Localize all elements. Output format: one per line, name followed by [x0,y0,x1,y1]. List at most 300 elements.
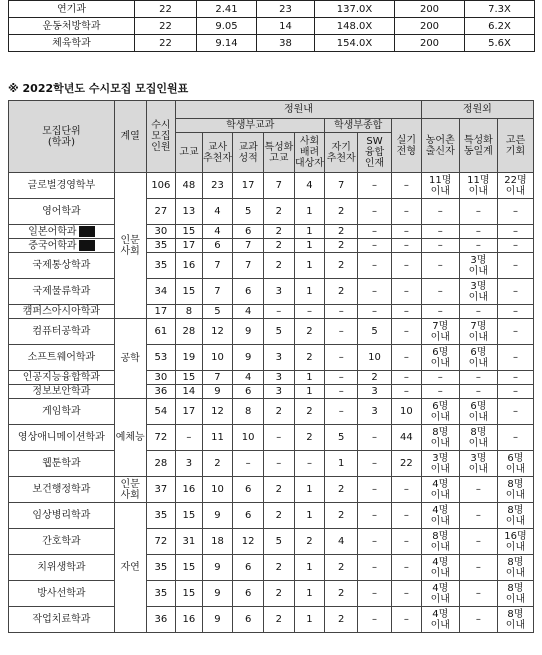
quota-cell: 4 [202,225,233,239]
header-col-self: 자기 추천자 [325,133,358,173]
quota-cell: – [263,425,294,451]
quota-cell: 6명 이내 [421,345,459,371]
unit-name-text: 영어학과 [42,206,81,217]
quota-cell: 4 [233,305,264,319]
table-cell: 14 [257,18,315,35]
unit-name [9,607,115,633]
quota-cell: 4 [202,199,233,225]
quota-cell: – [497,425,533,451]
table-cell: 22 [135,18,197,35]
quota-cell: 2 [263,399,294,425]
quota-cell: 1 [294,607,325,633]
quota-cell: 17 [176,239,202,253]
table-row [9,371,534,385]
quota-cell: 8명 이내 [421,425,459,451]
quota-cell: 12 [233,529,264,555]
unit-name-text: 인공지능융합학과 [22,372,101,383]
unit-name [9,305,115,319]
quota-cell: – [358,173,392,199]
quota-cell: – [294,451,325,477]
quota-cell: – [325,385,358,399]
quota-cell: 9 [233,319,264,345]
quota-cell: – [391,345,421,371]
header-col-grades: 교과 성적 [233,133,264,173]
quota-cell: 4명 이내 [421,555,459,581]
quota-cell: – [459,385,497,399]
quota-cell: 2 [263,253,294,279]
quota-cell: 6 [233,225,264,239]
quota-cell: 1 [294,371,325,385]
quota-cell: 3 [263,371,294,385]
quota-cell: – [459,477,497,503]
admission-quota-table [8,100,534,633]
quota-cell: – [391,529,421,555]
unit-name [9,279,115,305]
unit-name [9,399,115,425]
quota-cell: 2 [325,199,358,225]
quota-cell: 8명 이내 [497,555,533,581]
quota-cell: 6 [202,239,233,253]
header-col-social: 사회 배려 대상자 [294,133,325,173]
quota-cell: – [421,305,459,319]
quota-cell: 5 [358,319,392,345]
quota-cell: 35 [146,253,176,279]
header-field: 계열 [114,101,146,173]
quota-cell: 2 [325,253,358,279]
table-row [9,1,535,18]
quota-cell: 3명 이내 [459,279,497,305]
quota-cell: 2 [263,555,294,581]
quota-cell: – [325,371,358,385]
quota-cell: 36 [146,385,176,399]
unit-name [9,425,115,451]
quota-cell: – [358,225,392,239]
quota-cell: 7 [233,239,264,253]
table-row [9,253,534,279]
quota-cell: – [325,319,358,345]
header-total: 수시 모집 인원 [146,101,176,173]
quota-cell: 3명 이내 [421,451,459,477]
quota-cell: 7 [263,173,294,199]
quota-cell: – [358,279,392,305]
table-cell: 22 [135,1,197,18]
table-row [9,477,534,503]
table-cell: 연기과 [9,1,135,18]
unit-name [9,371,115,385]
unit-name [9,225,115,239]
table-row [9,173,534,199]
quota-cell: – [421,385,459,399]
quota-cell: 1 [294,555,325,581]
previous-results-table [8,0,535,52]
table-row [9,305,534,319]
quota-cell: – [358,199,392,225]
quota-cell: 15 [176,279,202,305]
unit-name-text: 글로벌경영학부 [27,180,96,191]
unit-name [9,253,115,279]
table-row [9,279,534,305]
quota-cell: 30 [146,225,176,239]
unit-name [9,319,115,345]
quota-cell: – [459,555,497,581]
quota-cell: 7명 이내 [459,319,497,345]
quota-cell: – [421,371,459,385]
quota-cell: 28 [176,319,202,345]
unit-name [9,385,115,399]
unit-name [9,503,115,529]
table-row [9,451,534,477]
table-cell: 운동처방학과 [9,18,135,35]
quota-cell: – [421,199,459,225]
quota-cell: – [459,199,497,225]
quota-cell: 13 [176,199,202,225]
quota-cell: – [497,385,533,399]
table-cell: 154.0X [315,35,395,52]
table-row [9,529,534,555]
quota-cell: 4명 이내 [421,503,459,529]
quota-cell: 6명 이내 [459,345,497,371]
quota-cell: – [391,607,421,633]
header-practical: 실기 전형 [391,119,421,173]
quota-cell: 36 [146,607,176,633]
quota-cell: 15 [176,581,202,607]
quota-cell: – [358,305,392,319]
quota-cell: 18 [202,529,233,555]
quota-cell: – [497,279,533,305]
quota-cell: 8명 이내 [497,581,533,607]
quota-cell: 23 [202,173,233,199]
quota-cell: 11 [202,425,233,451]
quota-cell: – [358,581,392,607]
header-in-quota: 정원내 [176,101,422,119]
quota-cell: 6명 이내 [497,451,533,477]
table-cell: 9.05 [197,18,257,35]
quota-cell: 2 [294,425,325,451]
quota-cell: 106 [146,173,176,199]
table-cell: 23 [257,1,315,18]
quota-cell: – [391,581,421,607]
quota-cell: 35 [146,555,176,581]
quota-cell: – [358,607,392,633]
unit-name [9,477,115,503]
quota-cell: 4명 이내 [421,581,459,607]
field-cell: 자연 [114,503,146,633]
header-col-vocational: 특성화 동일계 [459,119,497,173]
quota-cell: 44 [391,425,421,451]
quota-cell: – [391,199,421,225]
quota-cell: 4 [294,173,325,199]
table-row [9,345,534,371]
header-comprehensive-group: 학생부종합 [325,119,392,133]
quota-cell: 4명 이내 [421,477,459,503]
quota-cell: 6명 이내 [459,399,497,425]
quota-cell: 7 [325,173,358,199]
quota-cell: 9 [202,581,233,607]
unit-name-text: 국제통상학과 [32,260,91,271]
quota-cell: 14 [176,385,202,399]
redaction-box [79,226,95,237]
table-cell: 137.0X [315,1,395,18]
quota-cell: – [459,581,497,607]
quota-cell: – [325,345,358,371]
quota-cell: 7 [202,371,233,385]
quota-cell: 1 [294,385,325,399]
table-row [9,319,534,345]
quota-cell: 12 [202,319,233,345]
unit-name-text: 간호학과 [42,536,81,547]
quota-cell: 48 [176,173,202,199]
field-cell: 인문 사회 [114,477,146,503]
unit-name [9,239,115,253]
header-col-sw: SW 융합 인재 [358,133,392,173]
quota-cell: 1 [294,581,325,607]
table-row [9,503,534,529]
quota-cell: 2 [263,581,294,607]
table-row [9,239,534,253]
quota-cell: 17 [146,305,176,319]
field-cell: 공학 [114,319,146,399]
quota-cell: 17 [176,399,202,425]
header-col-rural: 농어촌 출신자 [421,119,459,173]
quota-cell: – [497,253,533,279]
quota-cell: – [421,225,459,239]
quota-cell: 2 [325,607,358,633]
quota-cell: – [391,477,421,503]
quota-cell: 2 [325,555,358,581]
quota-cell: 16 [176,253,202,279]
unit-name [9,199,115,225]
quota-cell: 3명 이내 [459,253,497,279]
quota-cell: 3명 이내 [459,451,497,477]
table-row [9,199,534,225]
quota-cell: 9 [202,385,233,399]
unit-name-text: 치위생학과 [37,562,86,573]
table-cell: 5.6X [465,35,535,52]
quota-cell: 72 [146,529,176,555]
quota-cell: 12 [202,399,233,425]
quota-cell: – [459,607,497,633]
quota-cell: 2 [294,319,325,345]
quota-cell: 7 [202,279,233,305]
quota-cell: 2 [263,607,294,633]
quota-cell: 2 [325,503,358,529]
quota-cell: 1 [294,253,325,279]
quota-cell: – [459,239,497,253]
table-cell: 200 [395,1,465,18]
quota-cell: – [391,555,421,581]
quota-cell: 15 [176,503,202,529]
table-row [9,555,534,581]
quota-cell: 16명 이내 [497,529,533,555]
unit-name-text: 소프트웨어학과 [27,352,96,363]
quota-cell: 3 [263,279,294,305]
quota-cell: – [391,385,421,399]
header-col-highschool: 고교 [176,133,202,173]
unit-name-text: 일본어학과 [28,226,77,238]
quota-cell: – [358,529,392,555]
unit-name-text: 방사선학과 [37,588,86,599]
quota-cell: 22명 이내 [497,173,533,199]
table-cell: 200 [395,35,465,52]
quota-cell: 8명 이내 [497,477,533,503]
quota-cell: 2 [294,345,325,371]
table-cell: 38 [257,35,315,52]
table-row [9,35,535,52]
table-cell: 22 [135,35,197,52]
quota-cell: – [358,555,392,581]
quota-cell: 1 [294,199,325,225]
quota-cell: 8명 이내 [421,529,459,555]
quota-cell: 2 [294,399,325,425]
quota-cell: 7명 이내 [421,319,459,345]
unit-name-text: 캠퍼스아시아학과 [22,306,101,317]
table-cell: 148.0X [315,18,395,35]
quota-cell: 22 [391,451,421,477]
quota-cell: – [497,239,533,253]
unit-name-text: 중국어학과 [28,240,77,252]
quota-cell: – [358,477,392,503]
table-cell: 체육학과 [9,35,135,52]
quota-cell: 10 [233,425,264,451]
quota-cell: 1 [294,279,325,305]
quota-cell: 19 [176,345,202,371]
quota-cell: 6 [233,607,264,633]
quota-cell: – [497,225,533,239]
quota-cell: 7 [202,253,233,279]
quota-cell: – [176,425,202,451]
header-col-specialized: 특성화 고교 [263,133,294,173]
quota-cell: 3 [263,345,294,371]
unit-name [9,581,115,607]
quota-cell: – [497,305,533,319]
table-row [9,18,535,35]
quota-cell: – [391,253,421,279]
quota-cell: – [358,503,392,529]
quota-cell: 72 [146,425,176,451]
table-row [9,425,534,451]
table-cell: 6.2X [465,18,535,35]
unit-name-text: 게임학과 [42,406,81,417]
table-row [9,581,534,607]
quota-cell: – [391,305,421,319]
quota-cell: 11명 이내 [459,173,497,199]
quota-cell: 3 [176,451,202,477]
quota-cell: 7 [233,253,264,279]
unit-name [9,173,115,199]
unit-name [9,555,115,581]
field-cell: 예체능 [114,399,146,477]
quota-cell: 1 [294,503,325,529]
quota-cell: – [294,305,325,319]
field-cell: 인문 사회 [114,173,146,319]
quota-cell: 2 [263,225,294,239]
quota-cell: 17 [233,173,264,199]
quota-cell: 8명 이내 [497,503,533,529]
unit-name-text: 웹툰학과 [42,458,81,469]
quota-cell: 1 [294,225,325,239]
quota-cell: – [391,279,421,305]
quota-cell: 5 [325,425,358,451]
unit-name-text: 컴퓨터공학과 [32,326,91,337]
quota-cell: 2 [325,239,358,253]
unit-name [9,345,115,371]
quota-cell: – [459,225,497,239]
quota-cell: – [325,305,358,319]
quota-cell: 35 [146,503,176,529]
header-col-teacher: 교사 추천자 [202,133,233,173]
quota-cell: 2 [325,477,358,503]
table-row [9,225,534,239]
quota-cell: – [459,305,497,319]
quota-cell: 53 [146,345,176,371]
unit-name-text: 보건행정학과 [32,484,91,495]
quota-cell: 8명 이내 [459,425,497,451]
unit-name-text: 국제물류학과 [32,286,91,297]
quota-cell: 34 [146,279,176,305]
quota-cell: 10 [202,477,233,503]
quota-cell: 9 [233,345,264,371]
quota-cell: 37 [146,477,176,503]
quota-cell: – [421,239,459,253]
quota-cell: 6명 이내 [421,399,459,425]
quota-cell: 35 [146,581,176,607]
quota-cell: 6 [233,555,264,581]
quota-cell: 10 [391,399,421,425]
quota-cell: 2 [325,581,358,607]
quota-cell: – [459,503,497,529]
table-row [9,399,534,425]
quota-cell: – [358,451,392,477]
quota-cell: – [358,425,392,451]
quota-cell: 2 [263,199,294,225]
quota-cell: – [497,345,533,371]
quota-cell: 4 [325,529,358,555]
quota-cell: – [358,253,392,279]
quota-cell: 8명 이내 [497,607,533,633]
quota-cell: 6 [233,279,264,305]
quota-cell: 5 [263,319,294,345]
quota-cell: – [421,279,459,305]
quota-cell: – [263,451,294,477]
quota-cell: – [263,305,294,319]
table-cell: 200 [395,18,465,35]
quota-cell: – [421,253,459,279]
quota-cell: 2 [325,279,358,305]
quota-cell: 16 [176,477,202,503]
header-unit: 모집단위 (학과) [9,101,115,173]
quota-cell: 2 [325,225,358,239]
quota-cell: 9 [202,555,233,581]
unit-name [9,529,115,555]
quota-cell: 4명 이내 [421,607,459,633]
quota-cell: 9 [202,503,233,529]
quota-cell: 1 [294,477,325,503]
quota-cell: 31 [176,529,202,555]
quota-cell: 15 [176,225,202,239]
table-row [9,385,534,399]
header-subject-group: 학생부교과 [176,119,325,133]
quota-cell: 27 [146,199,176,225]
quota-cell: – [391,173,421,199]
quota-cell: 10 [358,345,392,371]
quota-cell: 1 [294,239,325,253]
unit-name [9,451,115,477]
quota-cell: 6 [233,477,264,503]
quota-cell: 3 [358,385,392,399]
quota-cell: 8 [176,305,202,319]
unit-name-text: 임상병리학과 [32,510,91,521]
quota-cell: – [391,371,421,385]
